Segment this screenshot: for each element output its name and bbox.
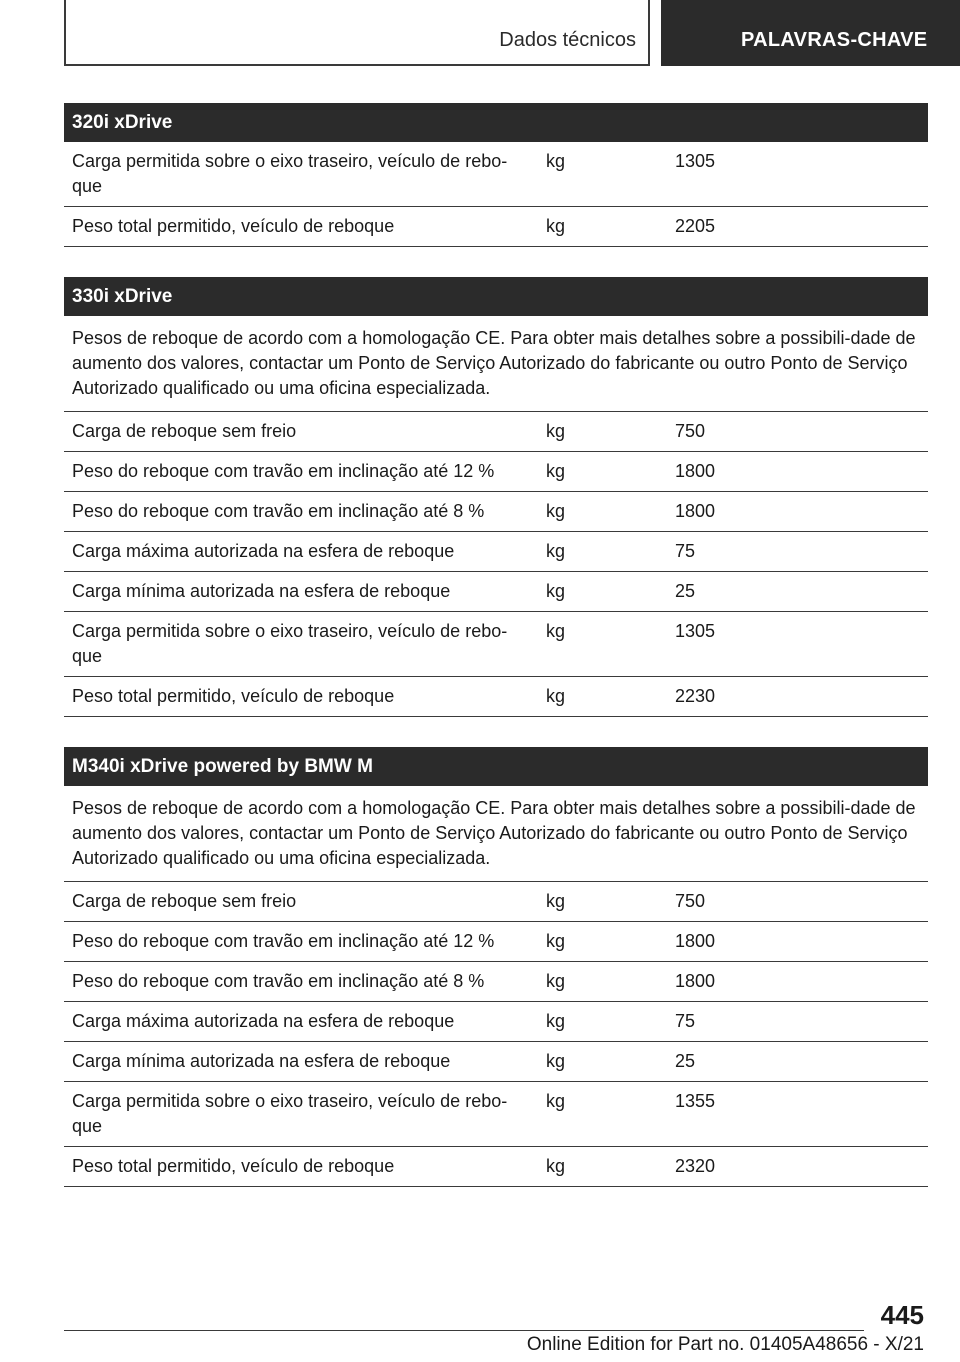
row-unit: kg: [546, 541, 566, 561]
row-label: Carga permitida sobre o eixo traseiro, veículo de rebo-que: [72, 1091, 508, 1136]
row-label: Peso total permitido, veículo de reboque: [72, 686, 395, 706]
table-row: [64, 412, 928, 452]
spec-table: [64, 747, 928, 1187]
row-label: Carga permitida sobre o eixo traseiro, veículo de rebo-que: [72, 621, 508, 666]
header-tab-keywords[interactable]: PALAVRAS-CHAVE: [661, 0, 960, 66]
spec-table-note: Pesos de reboque de acordo com a homologação CE. Para obter mais detalhes sobre a possibili-dade de aumento dos valores, contactar um Ponto de Serviço Autorizado do fabricante ou outro Ponto de Serviço Autorizado qualificado ou uma oficina especializada.: [64, 316, 928, 412]
table-row: [64, 492, 928, 532]
spec-table-title: 330i xDrive: [64, 277, 928, 316]
row-label: Peso total permitido, veículo de reboque: [72, 216, 395, 236]
row-unit: kg: [546, 216, 566, 236]
header-section-box: [64, 0, 650, 66]
row-label: Carga máxima autorizada na esfera de reboque: [72, 541, 455, 561]
page-header: [0, 0, 960, 66]
row-label: Carga de reboque sem freio: [72, 421, 297, 441]
table-row: [64, 922, 928, 962]
row-unit: kg: [546, 1156, 566, 1176]
table-row: [64, 612, 928, 677]
table-row: [64, 532, 928, 572]
row-unit: kg: [546, 421, 566, 441]
footer-divider: [64, 1330, 864, 1331]
row-label: Peso do reboque com travão em inclinação até 12 %: [72, 461, 495, 481]
table-row: [64, 1082, 928, 1147]
row-label: Carga de reboque sem freio: [72, 891, 297, 911]
row-value: 1355: [675, 1091, 716, 1111]
row-label: Peso do reboque com travão em inclinação até 8 %: [72, 501, 485, 521]
row-value: 750: [675, 421, 706, 441]
row-value: 75: [675, 1011, 696, 1031]
row-unit: kg: [546, 891, 566, 911]
row-label: Carga máxima autorizada na esfera de reboque: [72, 1011, 455, 1031]
row-unit: kg: [546, 1011, 566, 1031]
table-row: [64, 1042, 928, 1082]
row-unit: kg: [546, 971, 566, 991]
row-value: 1800: [675, 501, 716, 521]
row-unit: kg: [546, 1091, 566, 1111]
row-unit: kg: [546, 501, 566, 521]
table-row: [64, 882, 928, 922]
row-value: 1800: [675, 461, 716, 481]
table-row: [64, 452, 928, 492]
spec-content: [64, 103, 928, 1217]
spec-table-note: Pesos de reboque de acordo com a homologação CE. Para obter mais detalhes sobre a possibili-dade de aumento dos valores, contactar um Ponto de Serviço Autorizado do fabricante ou outro Ponto de Serviço Autorizado qualificado ou uma oficina especializada.: [64, 786, 928, 882]
row-unit: kg: [546, 931, 566, 951]
spec-table: [64, 103, 928, 247]
row-value: 1305: [675, 621, 716, 641]
row-unit: kg: [546, 1051, 566, 1071]
row-unit: kg: [546, 581, 566, 601]
table-row: [64, 1147, 928, 1187]
row-value: 2320: [675, 1156, 716, 1176]
row-label: Peso do reboque com travão em inclinação até 12 %: [72, 931, 495, 951]
row-unit: kg: [546, 621, 566, 641]
row-value: 25: [675, 581, 696, 601]
row-unit: kg: [546, 461, 566, 481]
row-value: 75: [675, 541, 696, 561]
row-value: 1800: [675, 931, 716, 951]
row-value: 750: [675, 891, 706, 911]
row-value: 1800: [675, 971, 716, 991]
row-label: Carga mínima autorizada na esfera de reboque: [72, 1051, 451, 1071]
table-row: [64, 142, 928, 207]
row-unit: kg: [546, 686, 566, 706]
page-number: 445: [880, 1300, 924, 1330]
spec-table: [64, 277, 928, 717]
header-section-title: Dados técnicos: [499, 29, 636, 51]
row-label: Peso total permitido, veículo de reboque: [72, 1156, 395, 1176]
spec-table-title: M340i xDrive powered by BMW M: [64, 747, 928, 786]
spec-table-title: 320i xDrive: [64, 103, 928, 142]
row-value: 2205: [675, 216, 716, 236]
row-value: 1305: [675, 151, 716, 171]
table-row: [64, 677, 928, 717]
table-row: [64, 572, 928, 612]
row-value: 25: [675, 1051, 696, 1071]
table-row: [64, 207, 928, 247]
row-value: 2230: [675, 686, 716, 706]
row-label: Carga permitida sobre o eixo traseiro, veículo de rebo-que: [72, 151, 508, 196]
row-label: Carga mínima autorizada na esfera de reboque: [72, 581, 451, 601]
table-row: [64, 962, 928, 1002]
footer-edition: Online Edition for Part no. 01405A48656 - X/21: [526, 1334, 924, 1355]
table-row: [64, 1002, 928, 1042]
row-label: Peso do reboque com travão em inclinação até 8 %: [72, 971, 485, 991]
row-unit: kg: [546, 151, 566, 171]
